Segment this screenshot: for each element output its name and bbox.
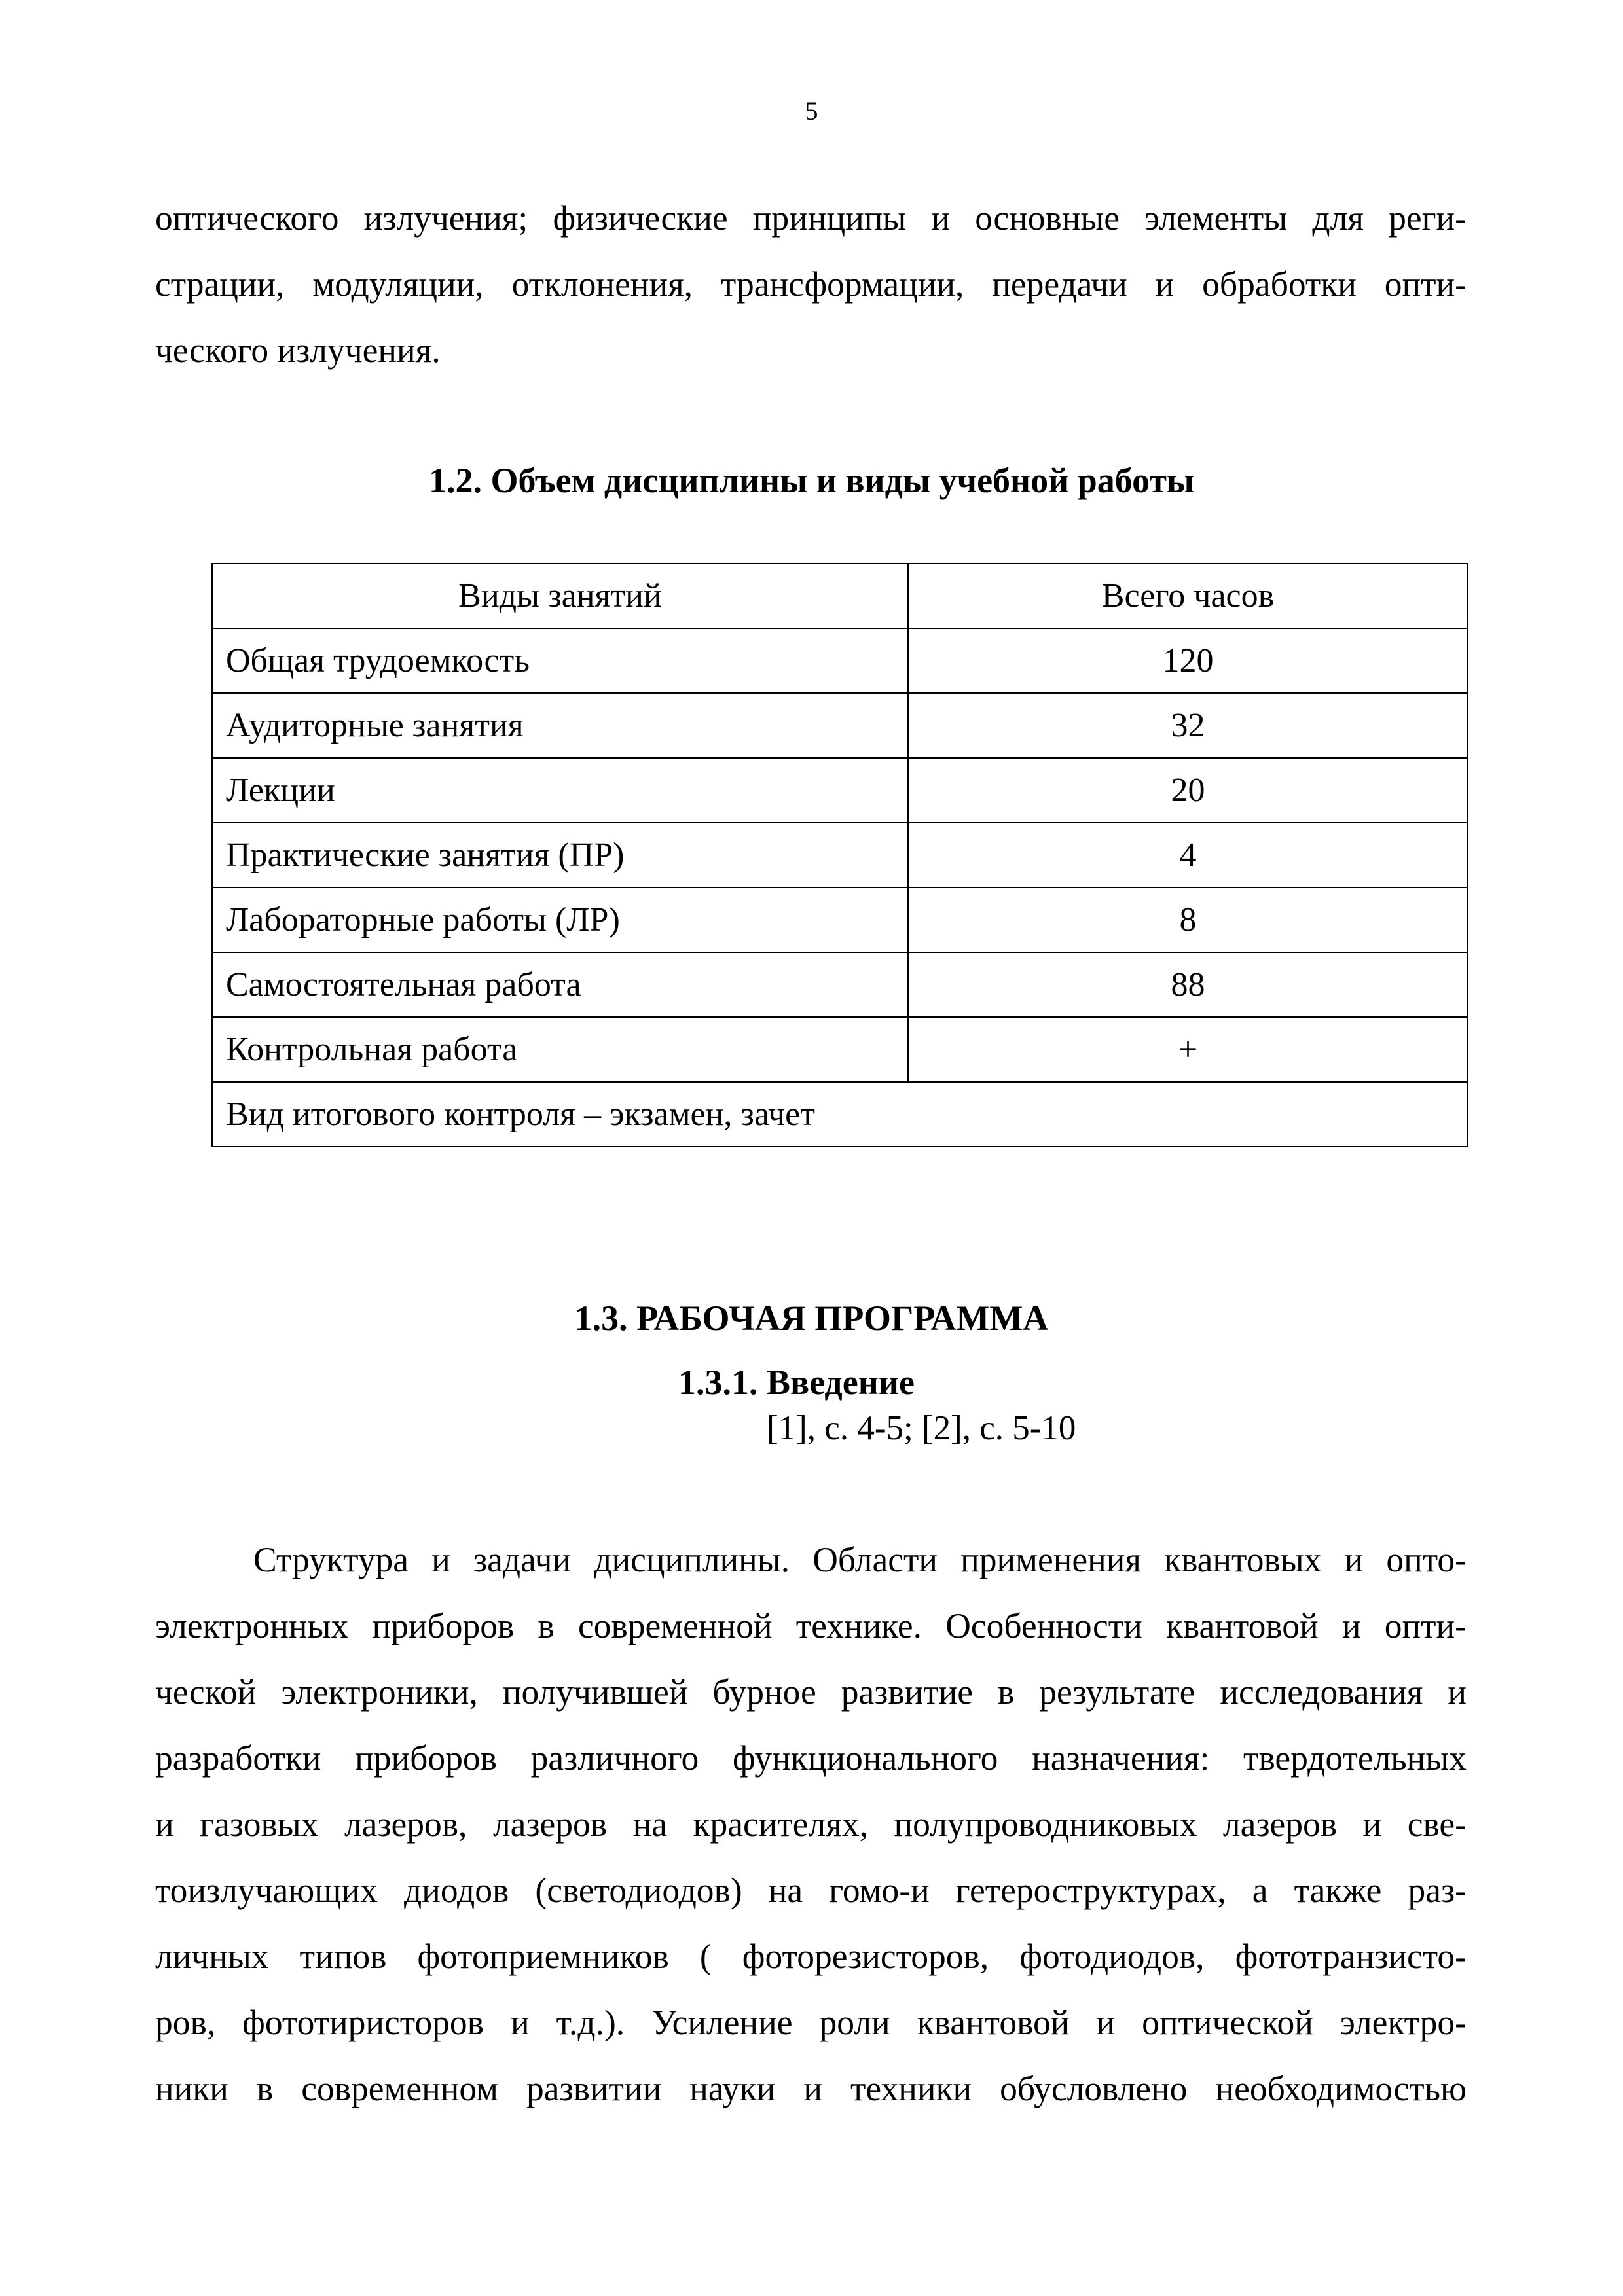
row-hours-cell: +: [908, 1017, 1468, 1082]
final-control-cell: Вид итогового контроля – экзамен, зачет: [212, 1082, 1468, 1147]
table-header-row: [212, 564, 1468, 628]
literature-reference: [1], с. 4-5; [2], с. 5-10: [767, 1409, 1076, 1447]
row-kind-cell: Практические занятия (ПР): [212, 823, 908, 888]
row-kind-cell: Аудиторные занятия: [212, 693, 908, 758]
hours-table: [211, 563, 1468, 1147]
table-row: [212, 823, 1468, 888]
row-hours-cell: 8: [908, 888, 1468, 952]
row-hours-cell: 120: [908, 628, 1468, 693]
paragraph-line: тоизлучающих диодов (светодиодов) на гомо-и гетероструктурах, а также раз-: [155, 1871, 1467, 1910]
paragraph-line: личных типов фотоприемников ( фоторезисторов, фотодиодов, фототранзисто-: [155, 1937, 1467, 1976]
table-row: [212, 693, 1468, 758]
paragraph-line: и газовых лазеров, лазеров на красителях, полупроводниковых лазеров и све-: [155, 1804, 1467, 1844]
intro-paragraph: [155, 185, 1467, 384]
table-row: [212, 628, 1468, 693]
paragraph-line: ческого излучения.: [155, 331, 441, 370]
row-hours-cell: 20: [908, 758, 1468, 823]
table-row: [212, 888, 1468, 952]
row-kind-cell: Самостоятельная работа: [212, 952, 908, 1017]
column-header-kind: Виды занятий: [212, 564, 908, 628]
row-hours-cell: 88: [908, 952, 1468, 1017]
table-footer-row: [212, 1082, 1468, 1147]
section-title-volume: 1.2. Объем дисциплины и виды учебной работы: [428, 461, 1195, 500]
paragraph-line: электронных приборов в современной технике. Особенности квантовой и опти-: [155, 1606, 1467, 1645]
paragraph-line: страции, модуляции, отклонения, трансформации, передачи и обработки опти-: [155, 264, 1467, 304]
column-header-hours: Всего часов: [908, 564, 1468, 628]
row-kind-cell: Лабораторные работы (ЛР): [212, 888, 908, 952]
paragraph-line: ческой электроники, получившей бурное развитие в результате исследования и: [155, 1672, 1467, 1712]
table-row: [212, 1017, 1468, 1082]
table-row: [212, 952, 1468, 1017]
paragraph-line: разработки приборов различного функционального назначения: твердотельных: [155, 1738, 1467, 1778]
table-row: [212, 758, 1468, 823]
row-hours-cell: 32: [908, 693, 1468, 758]
paragraph-line: оптического излучения; физические принципы и основные элементы для реги-: [155, 198, 1467, 238]
paragraph-line: Структура и задачи дисциплины. Области применения квантовых и опто-: [253, 1540, 1467, 1579]
page-number: 5: [805, 96, 818, 126]
paragraph-line: ров, фототиристоров и т.д.). Усиление роли квантовой и оптической электро-: [155, 2003, 1467, 2042]
row-kind-cell: Контрольная работа: [212, 1017, 908, 1082]
row-kind-cell: Общая трудоемкость: [212, 628, 908, 693]
section-title-program: 1.3. РАБОЧАЯ ПРОГРАММА: [574, 1299, 1049, 1338]
subsection-title-introduction: 1.3.1. Введение: [678, 1363, 915, 1402]
introduction-paragraph: [155, 1527, 1467, 2122]
row-kind-cell: Лекции: [212, 758, 908, 823]
row-hours-cell: 4: [908, 823, 1468, 888]
paragraph-line: ники в современном развитии науки и техники обусловлено необходимостью: [155, 2069, 1467, 2108]
